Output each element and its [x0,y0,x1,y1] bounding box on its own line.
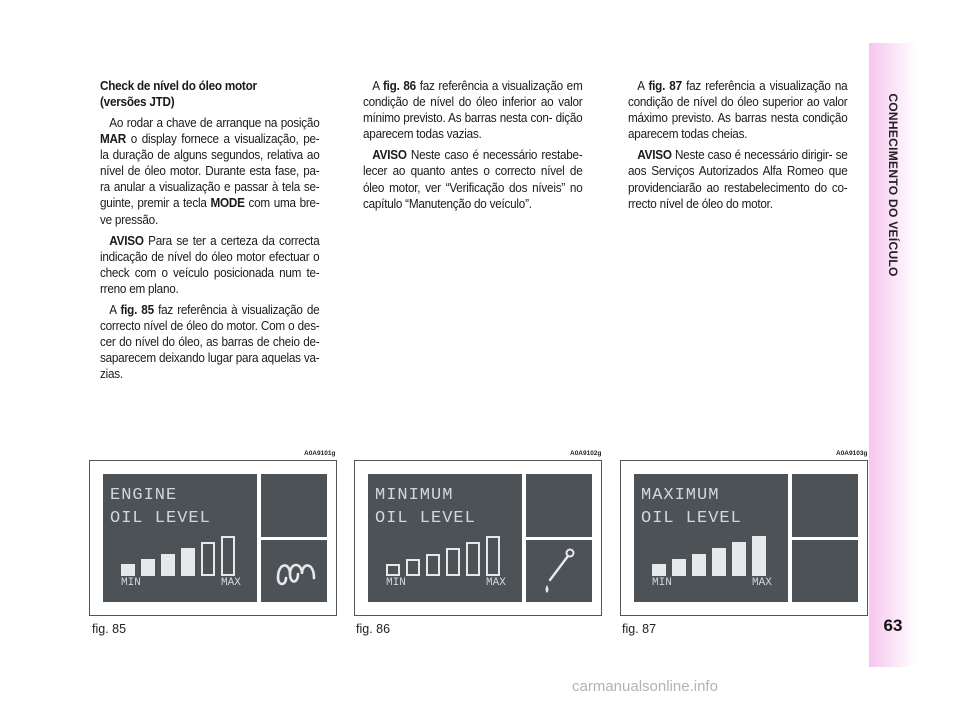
display-panel-top [526,474,592,537]
level-bar-full [732,542,746,576]
figure-code: A0A9103g [836,450,868,457]
lcd-line-2: OIL LEVEL [375,509,476,528]
lcd-line-2: OIL LEVEL [110,509,211,528]
chapter-title: CONHECIMENTO DO VEÍCULO [886,93,900,277]
text-column-2 [363,78,582,217]
display-panel-bottom [526,540,592,602]
level-bar-full [652,564,666,576]
figure-code: A0A9102g [570,450,602,457]
level-bar-empty [201,542,215,576]
warning-paragraph: AVISO Para se ter a certeza da correcta indicação de nível do óleo motor efectuar o check com o veículo posicionada num te- rreno em plano. [100,233,320,296]
level-bar-full [161,554,175,576]
warning-paragraph: AVISO Neste caso é necessário restabe- lecer ao quanto antes o correcto nível de óleo motor, ver “Verificação dos níveis” no capítulo “Manutenção do veículo”. [363,148,583,211]
max-label: MAX [752,577,772,589]
level-bar-empty [406,559,420,576]
figure-code: A0A9101g [304,450,336,457]
lcd-line-1: MAXIMUM [641,486,720,505]
level-bar-full [141,559,155,576]
level-bar-empty [466,542,480,576]
paragraph: A fig. 87 faz referência a visualização na condição de nível do óleo superior ao valor máximo previsto. As barras nesta condição aparecem todas cheias. [628,79,848,142]
level-bar-full [752,536,766,576]
oil-dipstick-icon [526,540,592,602]
level-bar-empty [486,536,500,576]
level-bar-full [181,548,195,576]
level-bar-full [121,564,135,576]
min-label: MIN [386,577,406,589]
figure-caption: fig. 87 [622,622,657,636]
lcd-display [634,474,788,602]
paragraph: Ao rodar a chave de arranque na posição MAR o display fornece a visualização, pe- la duração de alguns segundos, relativa ao nível de óleo motor. Durante esta fase, pa- ra anular a visualização e passar à tela se- guinte, premir a tecla MODE com uma bre- ve pressão. [100,116,320,227]
figure-85 [89,460,337,616]
level-bar-empty [386,564,400,576]
display-panel-bottom [792,540,858,602]
level-bar-empty [221,536,235,576]
watermark: carmanualsonline.info [572,678,718,695]
warning-paragraph: AVISO Neste caso é necessário dirigir- se aos Serviços Autorizados Alfa Romeo que providenciarão ao restabelecimento do co- rrecto nível de óleo do motor. [628,148,848,211]
page-number: 63 [883,616,903,635]
text-column-3 [628,78,847,217]
text-column-1 [100,78,319,388]
level-bar-full [692,554,706,576]
lcd-display [103,474,257,602]
lcd-line-2: OIL LEVEL [641,509,742,528]
max-label: MAX [221,577,241,589]
section-heading: Check de nível do óleo motor (versões JTD) [100,79,257,109]
display-panel-top [792,474,858,537]
min-label: MIN [652,577,672,589]
display-panel-bottom [261,540,327,602]
figure-86 [354,460,602,616]
level-bar-empty [426,554,440,576]
paragraph: A fig. 85 faz referência à visualização de correcto nível de óleo do motor. Com o des- cer do nível do óleo, as barras de cheio de- saparecem deixando lugar para aquelas va- zias. [100,303,320,382]
figure-caption: fig. 86 [356,622,391,636]
lcd-line-1: MINIMUM [375,486,454,505]
min-label: MIN [121,577,141,589]
level-bar-full [712,548,726,576]
max-label: MAX [486,577,506,589]
level-bar-full [672,559,686,576]
paragraph: A fig. 86 faz referência a visualização em condição de nível do óleo inferior ao valor mínimo previsto. As barras nesta con- dição aparecem todas vazias. [363,79,583,142]
lcd-display [368,474,522,602]
level-bar-empty [446,548,460,576]
figure-caption: fig. 85 [92,622,127,636]
figure-87 [620,460,868,616]
lcd-line-1: ENGINE [110,486,178,505]
display-panel-top [261,474,327,537]
glow-plug-icon [261,540,327,602]
